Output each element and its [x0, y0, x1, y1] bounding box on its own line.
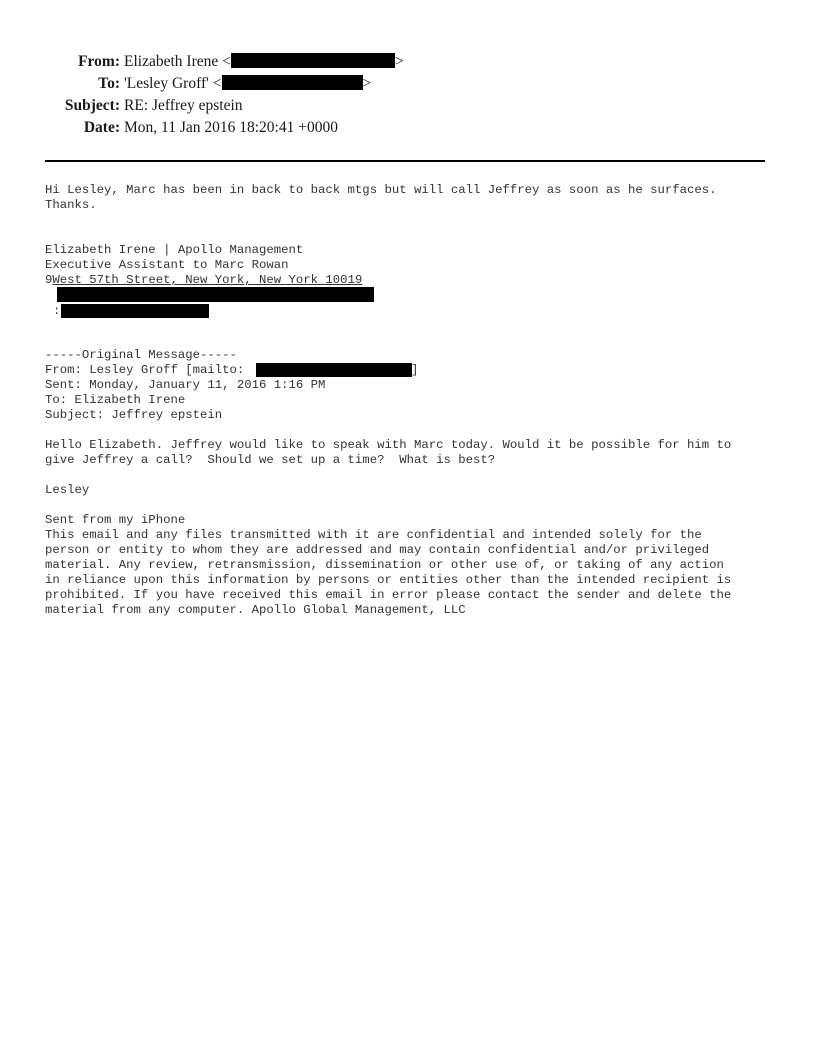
original-from [45, 363, 244, 378]
sent-from-line: Sent from my iPhone [45, 513, 186, 527]
original-message-header: -----Original Message----- [45, 348, 237, 362]
header-divider [45, 160, 765, 162]
to-label: To: [98, 75, 120, 92]
subject-label: Subject: [64, 97, 120, 114]
phone-prefix: : [53, 304, 61, 318]
date-label: Date: [83, 119, 120, 136]
to-name: 'Lesley Groff' < [124, 75, 222, 92]
redaction-box [61, 304, 209, 318]
original-message-line-2: give Jeffrey a call? Should we set up a time? What is best? [45, 453, 496, 467]
disclaimer-line: material from any computer. Apollo Global Management, LLC [45, 603, 466, 617]
original-from-text: From: Lesley Groff [mailto: [45, 363, 245, 377]
address-text: West 57th Street, New York, New York 10019 [52, 273, 363, 287]
subject-value: RE: Jeffrey epstein [124, 97, 243, 114]
from-close: > [394, 53, 404, 70]
original-subject: Subject: Jeffrey epstein [45, 408, 223, 422]
from-name: Elizabeth Irene < [124, 53, 231, 70]
original-sent: Sent: Monday, January 11, 2016 1:16 PM [45, 378, 326, 392]
disclaimer-line: This email and any files transmitted with it are confidential and intended solely for the [45, 528, 702, 542]
date-value: Mon, 11 Jan 2016 18:20:41 +0000 [124, 119, 338, 136]
signature-title: Executive Assistant to Marc Rowan [45, 258, 289, 272]
disclaimer-line: person or entity to whom they are addressed and may contain confidential and/or privileged [45, 543, 710, 557]
reply-line-2: Thanks. [45, 198, 97, 212]
to-close: > [362, 75, 372, 92]
reply-line-1: Hi Lesley, Marc has been in back to back mtgs but will call Jeffrey as soon as he surfaces. [45, 183, 717, 197]
from-label: From: [78, 53, 120, 70]
redaction-box [231, 53, 395, 68]
disclaimer-line: material. Any review, retransmission, dissemination or other use of, or taking of any action [45, 558, 724, 572]
signature-address [45, 273, 362, 288]
signature-name: Elizabeth Irene | Apollo Management [45, 243, 304, 257]
disclaimer-line: prohibited. If you have received this email in error please contact the sender and delete the [45, 588, 732, 602]
original-message-line-1: Hello Elizabeth. Jeffrey would like to speak with Marc today. Would it be possible for him to [45, 438, 732, 452]
redaction-box [222, 75, 363, 90]
original-from-close: ] [411, 363, 419, 377]
redaction-box [256, 363, 412, 377]
original-signoff: Lesley [45, 483, 90, 497]
address-prefix: 9 [45, 273, 53, 287]
original-to: To: Elizabeth Irene [45, 393, 186, 407]
to-value [124, 74, 371, 94]
disclaimer-line: in reliance upon this information by persons or entities other than the intended recipient is [45, 573, 732, 587]
from-value [124, 52, 404, 72]
redaction-box [57, 287, 374, 302]
